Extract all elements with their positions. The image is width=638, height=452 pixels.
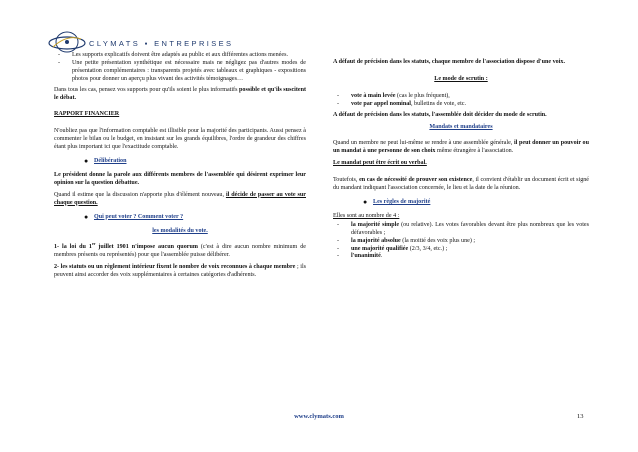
majority-list: [333, 222, 589, 262]
subheading-deliberation: [54, 158, 306, 166]
paragraph-rapport: N'oubliez pas que l'information comptable est illisible pour la majorité des participants. Aussi pensez à commenter le bilan ou le budget, en insistant sur les grands équilibres, l'ordre de grandeur des chiffres étant plus important ici que l'exactitude comptable.: [54, 128, 306, 151]
text: (c'est à dire aucun nombre minimum de membres présents ou représentés) pour que l'assemblée puisse délibérer.: [54, 244, 306, 259]
text-bold: il peut donner un pouvoir ou un mandat à une personne de son choix: [333, 140, 589, 155]
paragraph-pouvoir: [333, 140, 589, 156]
left-column: [54, 52, 306, 284]
list-item: [333, 246, 589, 254]
subheading-label: Qui peut voter ? Comment voter ?: [94, 213, 184, 220]
text: (ou relative). Les votes favorables devant être plus nombreux que les votes défavorables ;: [351, 221, 590, 236]
bullet-icon: ●: [84, 157, 89, 166]
list-item: [333, 93, 589, 101]
paragraph-toutefois: [333, 177, 589, 193]
text: .: [380, 253, 383, 260]
text: , il convient d'établir un document écrit et signé du mandant indiquant l'association concernée, le lieu et la date de la réunion.: [333, 177, 589, 192]
paragraph-statuts: [54, 264, 306, 280]
footer-website-link[interactable]: www.clymats.com: [294, 413, 344, 420]
list-item: [333, 101, 589, 109]
text: Toutefois,: [333, 177, 360, 184]
subheading-mode-scrutin: Le mode de scrutin :: [434, 75, 488, 82]
text-bold: une majorité qualifiée: [351, 245, 409, 252]
text-bold: vote à main levée: [351, 92, 396, 99]
text-bold: vote par appel nominal: [351, 100, 411, 107]
text: , bulletins de vote, etc.: [411, 100, 466, 107]
paragraph-supports: [54, 87, 306, 103]
list-item: [333, 222, 589, 238]
list-item: - Une petite présentation synthétique est nécessaire mais ne négligez pas d'autres modes de présentation complémentaires : transparents projetés avec tableaux et graphiques - expositions photos pour donner un aperçu plus vivant des activités témoignages…: [54, 60, 306, 84]
subheading-label: Les règles de majorité: [373, 198, 431, 205]
list-item: - Les supports explicatifs doivent être adaptés au public et aux différentes actions menées.: [54, 52, 306, 60]
list-item: [333, 253, 589, 261]
text: (cas le plus fréquent),: [395, 92, 450, 99]
paragraph-elles: Elles sont au nombre de 4 :: [333, 212, 400, 219]
text-bold: il décide de passer au vote sur chaque question.: [54, 191, 306, 206]
text: (2/3, 3/4, etc.) ;: [408, 245, 448, 252]
text-bold: juillet 1901 n'impose aucun quorum: [95, 244, 198, 251]
mode-scrutin-list: [333, 93, 589, 109]
subheading-qui-vote: [54, 214, 306, 222]
right-column: [333, 59, 589, 264]
page-number: 13: [577, 413, 584, 420]
text-bold: en cas de nécessité de prouver son existence: [359, 177, 473, 184]
supports-list: [54, 52, 306, 84]
subheading-modalites: les modalités du vote.: [152, 227, 208, 234]
subheading-mandats: Mandats et mandataires: [429, 123, 493, 130]
text: Dans tous les cas, pensez vos supports pour qu'ils soient le plus informatifs: [54, 86, 240, 93]
paragraph-president: Le président donne la parole aux différents membres de l'assemblée qui désirent exprimer leur opinion sur la question débattue.: [54, 171, 306, 186]
superscript: er: [91, 241, 96, 247]
text-bold: 2- les statuts ou un règlement intérieur fixent le nombre de voix reconnues à chaque membre: [54, 264, 296, 271]
text: (la moitié des voix plus une) ;: [400, 237, 476, 244]
list-item: [333, 238, 589, 246]
subheading-label: Délibération: [94, 158, 127, 165]
text-bold: la majorité absolue: [351, 237, 401, 244]
text: ; ils peuvent ainsi accorder des voix supplémentaires à certaines catégories d'adhérents.: [54, 264, 307, 279]
section-heading-rapport: RAPPORT FINANCIER: [54, 111, 120, 118]
subheading-mandat-ecrit: Le mandat peut être écrit ou verbal.: [333, 160, 427, 167]
text: même étrangère à l'association.: [435, 148, 514, 155]
text: Quand un membre ne peut lui-même se rendre à une assemblée générale,: [333, 140, 514, 147]
subheading-regles-majorite: [333, 199, 589, 207]
text-bold: 1- la loi du 1: [54, 244, 92, 251]
text-bold: l'unanimité: [351, 253, 381, 260]
bullet-icon: ●: [84, 212, 89, 221]
logo-brand-text: CLYMATS ▪ ENTREPRISES: [89, 39, 234, 48]
bullet-icon: ●: [363, 197, 368, 206]
paragraph-loi: [54, 241, 306, 260]
text-bold: possible et qu'ils suscitent le débat.: [54, 86, 306, 101]
text: Quand il estime que la discussion n'apporte plus d'élément nouveau,: [54, 191, 226, 198]
text-bold: la majorité simple: [351, 221, 400, 228]
paragraph-quand: [54, 192, 306, 208]
paragraph-defaut-voix: A défaut de précision dans les statuts, chaque membre de l'association dispose d'une voix.: [333, 59, 565, 65]
paragraph-defaut-mode: A défaut de précision dans les statuts, l'assemblée doit décider du mode de scrutin.: [333, 111, 547, 118]
